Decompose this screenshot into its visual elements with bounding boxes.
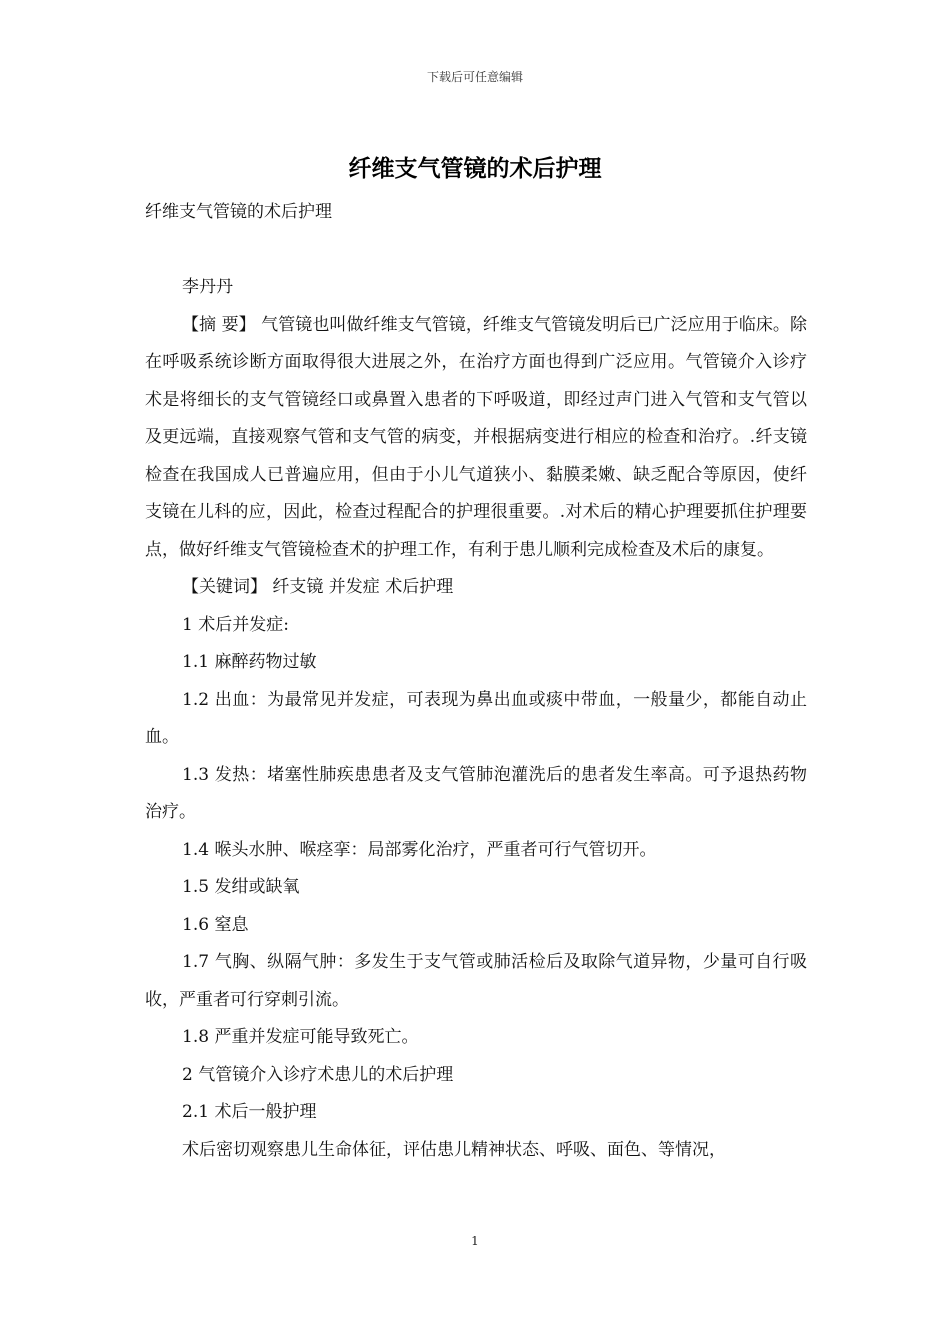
item-1-4: 1.4 喉头水肿、喉痉挛：局部雾化治疗，严重者可行气管切开。 — [182, 839, 657, 860]
section-2-heading: 2 气管镜介入诊疗术患儿的术后护理 — [182, 1064, 454, 1085]
abstract-paragraph: 【摘 要】 气管镜也叫做纤维支气管镜，纤维支气管镜发明后已广泛应用于临床。除在呼吸系统诊断方面取得很大进展之外，在治疗方面也得到广泛应用。气管镜介入诊疗术是将细长的支气管镜经口或鼻置入患者的下呼吸道，即经过声门进入气管和支气管以及更远端，直接观察气管和支气管的病变，并根据病变进行相应的检查和治疗。.纤支镜检查在我国成人已普遍应用，但由于小儿气道狭小、黏膜柔嫩、缺乏配合等原因，使纤支镜在儿科的应，因此，检查过程配合的护理很重要。.对术后的精心护理要抓住护理要点，做好纤维支气管镜检查术的护理工作，有利于患儿顺利完成检查及术后的康复。 — [145, 314, 807, 560]
blank-line — [145, 232, 807, 270]
document-title: 纤维支气管镜的术后护理 — [348, 156, 602, 182]
document-body — [145, 194, 807, 1169]
item-1-3: 1.3 发热：堵塞性肺疾患患者及支气管肺泡灌洗后的患者发生率高。可予退热药物治疗。 — [145, 764, 807, 822]
item-1-6: 1.6 窒息 — [182, 914, 249, 935]
item-1-8: 1.8 严重并发症可能导致死亡。 — [182, 1027, 419, 1047]
page-number: 1 — [471, 1234, 479, 1248]
document-subtitle: 纤维支气管镜的术后护理 — [145, 202, 332, 222]
section-1-heading: 1 术后并发症: — [182, 614, 289, 635]
header-note: 下载后可任意编辑 — [426, 70, 523, 84]
item-1-5: 1.5 发绀或缺氧 — [182, 877, 300, 897]
item-1-7: 1.7 气胸、纵隔气肿：多发生于支气管或肺活检后及取除气道异物，少量可自行吸收，严重者可行穿刺引流。 — [145, 952, 807, 1010]
paragraph-2-1: 术后密切观察患儿生命体征，评估患儿精神状态、呼吸、面色、等情况， — [182, 1139, 726, 1160]
item-2-1: 2.1 术后一般护理 — [182, 1102, 317, 1122]
keywords-line: 【关键词】 纤支镜 并发症 术后护理 — [182, 577, 454, 597]
item-1-2: 1.2 出血：为最常见并发症，可表现为鼻出血或痰中带血，一般量少，都能自动止血。 — [145, 689, 807, 747]
author-name: 李丹丹 — [182, 277, 233, 297]
item-1-1: 1.1 麻醉药物过敏 — [182, 652, 317, 672]
